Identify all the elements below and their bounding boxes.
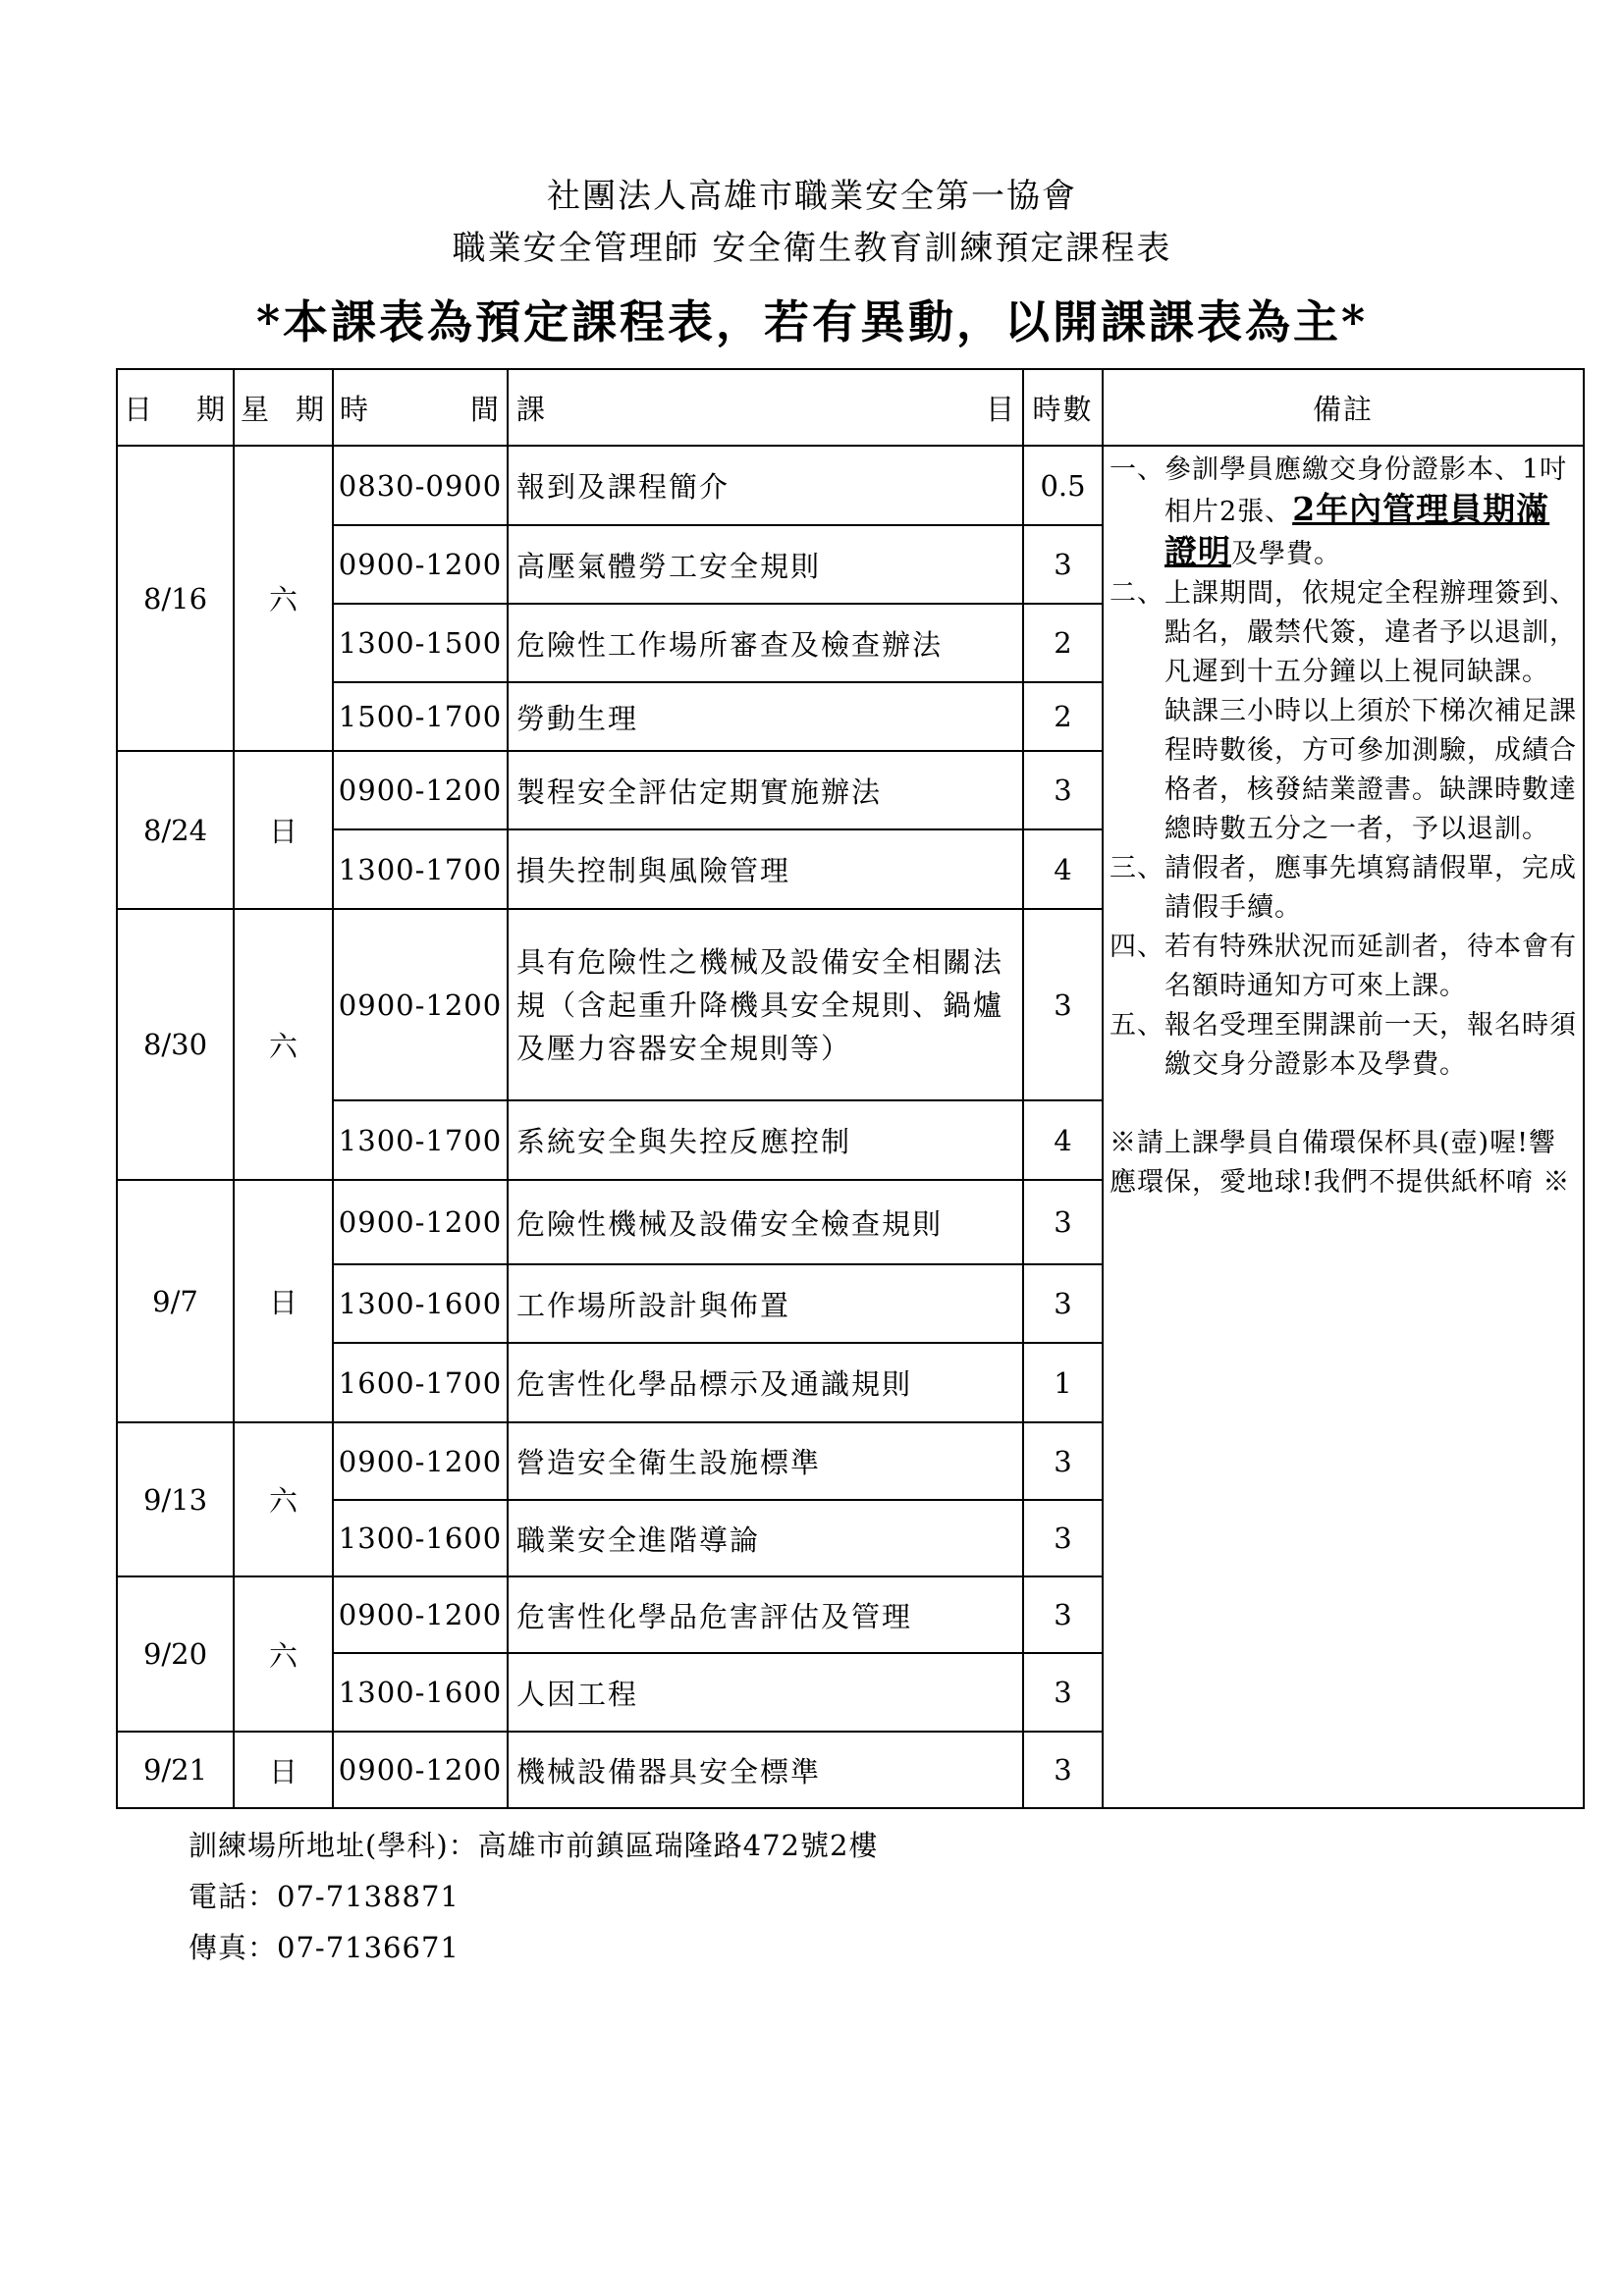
time-cell: 0900-1200	[333, 751, 508, 829]
table-row	[117, 446, 1584, 525]
hours-cell: 2	[1023, 682, 1103, 751]
subject-cell: 危險性工作場所審查及檢查辦法	[508, 604, 1023, 682]
time-cell: 0900-1200	[333, 1576, 508, 1653]
course-schedule-table	[116, 368, 1585, 1809]
hours-cell: 3	[1023, 1180, 1103, 1264]
contact-phone: 電話：07-7138871	[189, 1880, 460, 1913]
subject-cell: 具有危險性之機械及設備安全相關法規（含起重升降機具安全規則、鍋爐及壓力容器安全規則等）	[508, 909, 1023, 1100]
remarks-cell	[1103, 446, 1584, 1808]
header-remarks: 備註	[1103, 369, 1584, 446]
table-header-row	[117, 369, 1584, 446]
hours-cell: 3	[1023, 1732, 1103, 1808]
training-address: 訓練場所地址(學科)：高雄市前鎮區瑞隆路472號2樓	[189, 1829, 879, 1862]
weekday-cell: 六	[234, 909, 333, 1180]
hours-cell: 2	[1023, 604, 1103, 682]
remarks-list	[1104, 447, 1583, 1202]
remark-emphasis: 2年內管理員期滿證明	[1164, 490, 1550, 570]
weekday-cell: 六	[234, 1422, 333, 1576]
remark-item-5: 五、報名受理至開課前一天，報名時須繳交身分證影本及學費。	[1110, 1010, 1577, 1080]
remark-item-3: 三、請假者，應事先填寫請假單，完成請假手續。	[1110, 853, 1577, 923]
time-cell: 1300-1700	[333, 829, 508, 909]
contact-fax: 傳真：07-7136671	[189, 1931, 460, 1964]
hours-cell: 3	[1023, 1500, 1103, 1576]
hours-cell: 3	[1023, 1422, 1103, 1500]
hours-cell: 3	[1023, 1264, 1103, 1343]
date-cell: 8/16	[117, 446, 234, 751]
time-cell: 0900-1200	[333, 525, 508, 604]
eco-notice: ※請上課學員自備環保杯具(壺)喔!響應環保，愛地球!我們不提供紙杯唷 ※	[1110, 1128, 1571, 1198]
time-cell: 1500-1700	[333, 682, 508, 751]
weekday-cell: 六	[234, 446, 333, 751]
header-time: 時 間	[333, 369, 508, 446]
subject-cell: 報到及課程簡介	[508, 446, 1023, 525]
weekday-cell: 日	[234, 1732, 333, 1808]
time-cell: 0900-1200	[333, 1732, 508, 1808]
date-cell: 9/13	[117, 1422, 234, 1576]
subject-cell: 職業安全進階導論	[508, 1500, 1023, 1576]
hours-cell: 3	[1023, 1576, 1103, 1653]
time-cell: 0900-1200	[333, 1180, 508, 1264]
date-cell: 9/20	[117, 1576, 234, 1732]
schedule-notice: *本課表為預定課程表，若有異動，以開課課表為主*	[255, 295, 1369, 348]
subject-cell: 損失控制與風險管理	[508, 829, 1023, 909]
subject-cell: 人因工程	[508, 1653, 1023, 1732]
weekday-cell: 日	[234, 1180, 333, 1422]
hours-cell: 0.5	[1023, 446, 1103, 525]
time-cell: 1300-1600	[333, 1500, 508, 1576]
subject-cell: 危害性化學品危害評估及管理	[508, 1576, 1023, 1653]
weekday-cell: 六	[234, 1576, 333, 1732]
hours-cell: 1	[1023, 1343, 1103, 1422]
document-subtitle: 職業安全管理師 安全衛生教育訓練預定課程表	[452, 229, 1172, 268]
hours-cell: 3	[1023, 751, 1103, 829]
time-cell: 0900-1200	[333, 1422, 508, 1500]
hours-cell: 3	[1023, 525, 1103, 604]
subject-cell: 危害性化學品標示及通識規則	[508, 1343, 1023, 1422]
subject-cell: 勞動生理	[508, 682, 1023, 751]
subject-cell: 製程安全評估定期實施辦法	[508, 751, 1023, 829]
date-cell: 8/24	[117, 751, 234, 909]
header-hours: 時數	[1023, 369, 1103, 446]
header-date: 日 期	[117, 369, 234, 446]
hours-cell: 3	[1023, 1653, 1103, 1732]
remark-item-1: 一、參訓學員應繳交身份證影本、1吋相片2張、2年內管理員期滿證明及學費。	[1110, 454, 1568, 570]
time-cell: 1300-1500	[333, 604, 508, 682]
time-cell: 1300-1600	[333, 1264, 508, 1343]
date-cell: 9/21	[117, 1732, 234, 1808]
date-cell: 8/30	[117, 909, 234, 1180]
date-cell: 9/7	[117, 1180, 234, 1422]
subject-cell: 營造安全衛生設施標準	[508, 1422, 1023, 1500]
hours-cell: 3	[1023, 909, 1103, 1100]
time-cell: 1600-1700	[333, 1343, 508, 1422]
hours-cell: 4	[1023, 829, 1103, 909]
subject-cell: 危險性機械及設備安全檢查規則	[508, 1180, 1023, 1264]
subject-cell: 工作場所設計與佈置	[508, 1264, 1023, 1343]
organization-name: 社團法人高雄市職業安全第一協會	[547, 177, 1077, 216]
weekday-cell: 日	[234, 751, 333, 909]
time-cell: 1300-1700	[333, 1100, 508, 1180]
header-weekday: 星 期	[234, 369, 333, 446]
hours-cell: 4	[1023, 1100, 1103, 1180]
subject-cell: 機械設備器具安全標準	[508, 1732, 1023, 1808]
remark-item-4: 四、若有特殊狀況而延訓者，待本會有名額時通知方可來上課。	[1110, 932, 1577, 1001]
subject-cell: 系統安全與失控反應控制	[508, 1100, 1023, 1180]
time-cell: 0830-0900	[333, 446, 508, 525]
remark-item-2: 二、上課期間，依規定全程辦理簽到、點名，嚴禁代簽，違者予以退訓，凡遲到十五分鐘以上視同缺課。 缺課三小時以上須於下梯次補足課程時數後，方可參加測驗，成績合格者，核發結業證書。缺課時數達總時數五分之一者，予以退訓。	[1110, 578, 1577, 844]
header-subject: 課 目	[508, 369, 1023, 446]
subject-cell: 高壓氣體勞工安全規則	[508, 525, 1023, 604]
time-cell: 0900-1200	[333, 909, 508, 1100]
time-cell: 1300-1600	[333, 1653, 508, 1732]
